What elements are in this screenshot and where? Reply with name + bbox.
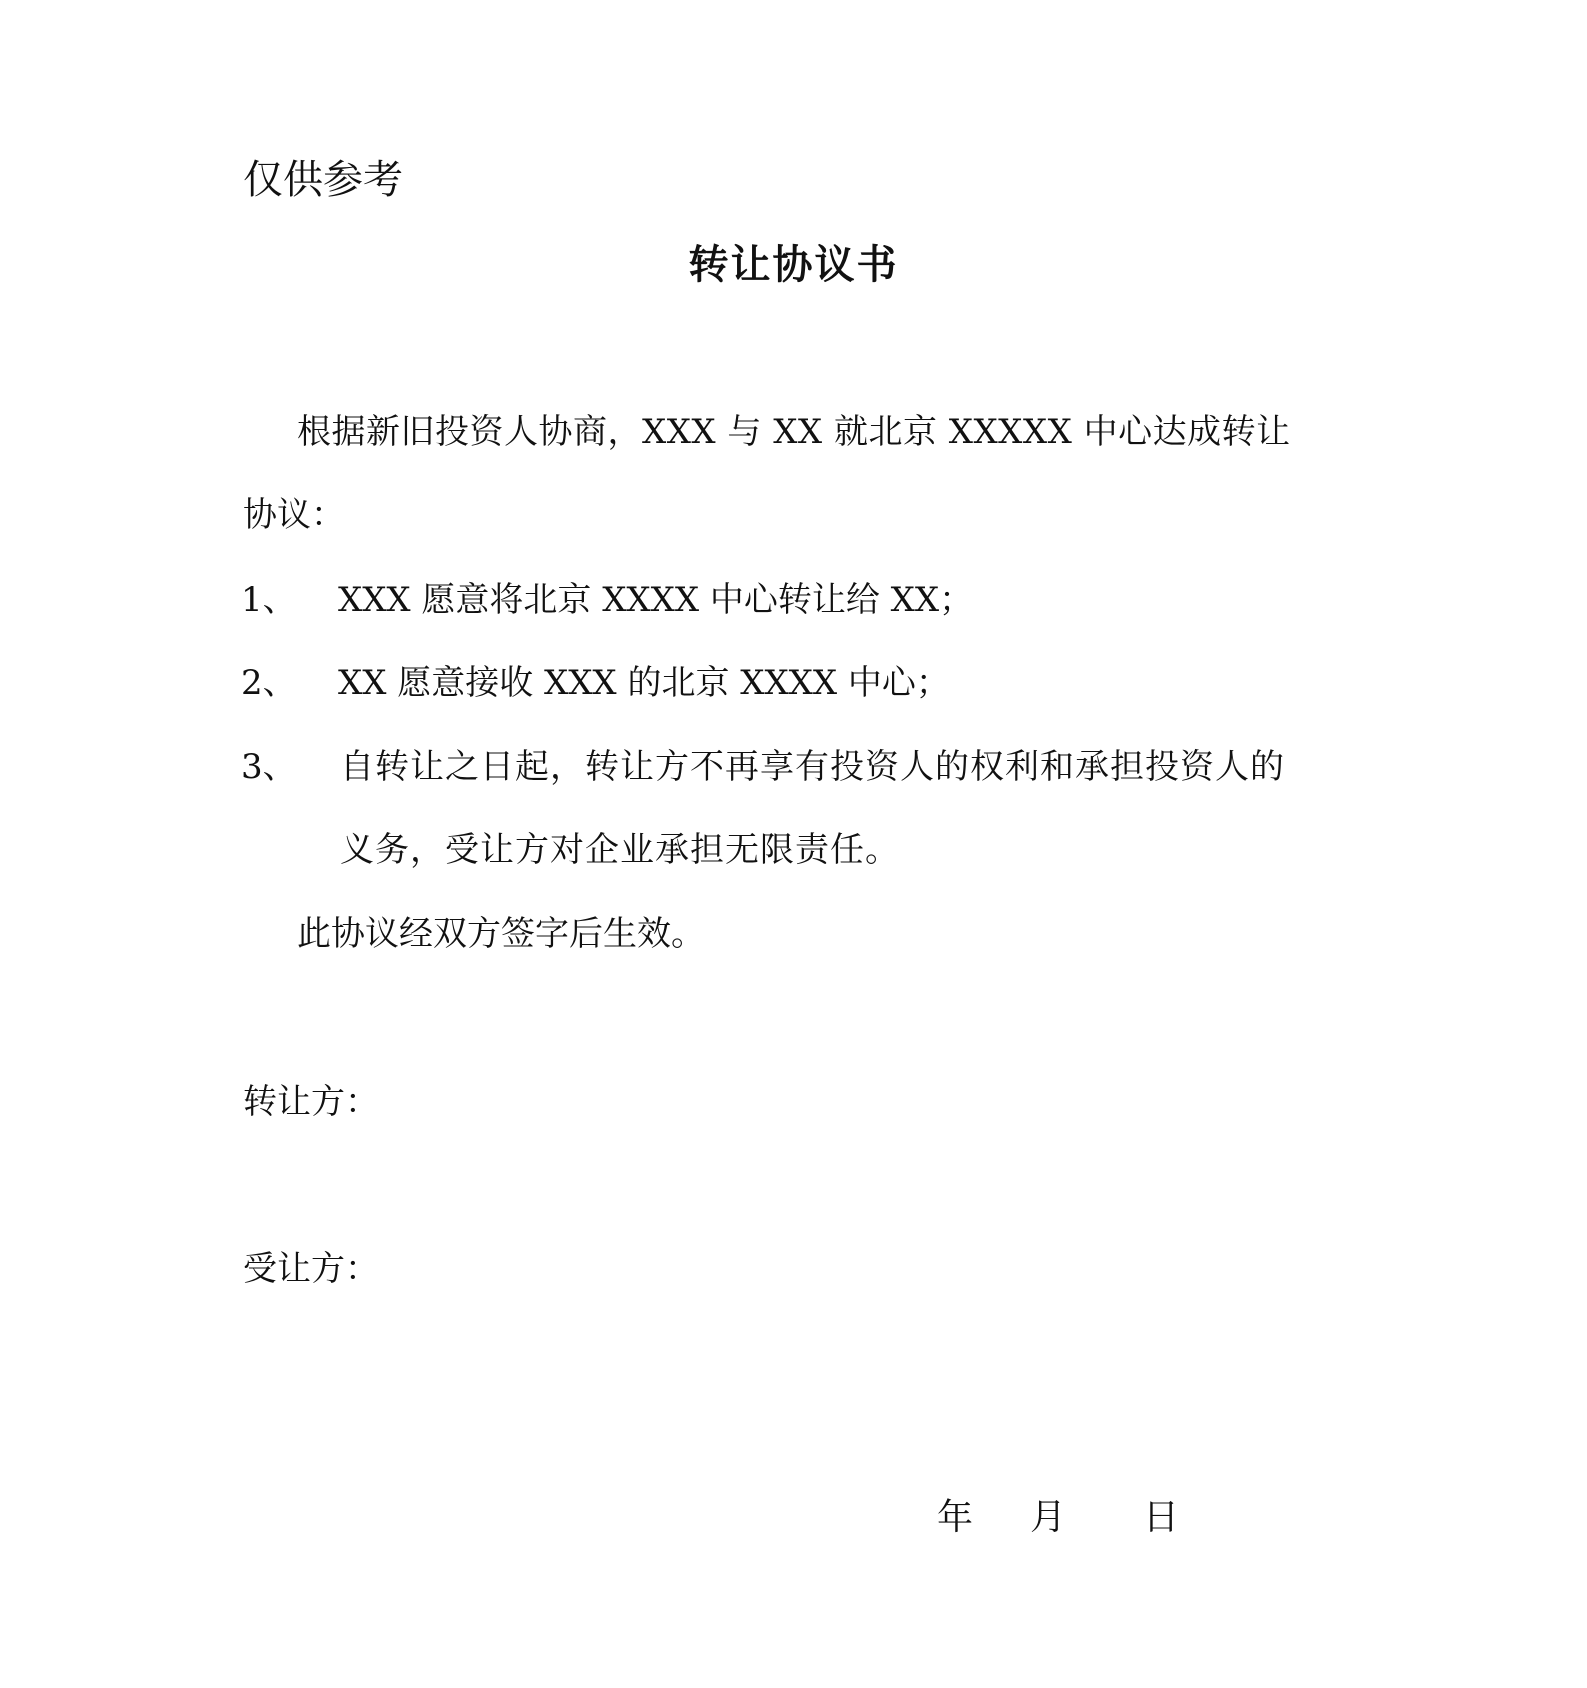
clause-1-number: 1、 (241, 580, 297, 620)
closing-statement: 此协议经双方签字后生效。 (297, 914, 705, 954)
clause-2-text: XX 愿意接收 XXX 的北京 XXXX 中心； (338, 663, 950, 703)
date-day-label: 日 (1143, 1497, 1180, 1538)
clause-1-text: XXX 愿意将北京 XXXX 中心转让给 XX； (338, 580, 974, 620)
clause-3-text-line-1: 自转让之日起，转让方不再享有投资人的权利和承担投资人的 (340, 747, 1285, 787)
intro-paragraph-line-2: 协议： (243, 495, 345, 535)
document-title: 转让协议书 (688, 241, 899, 288)
reference-only-note: 仅供参考 (243, 157, 403, 203)
clause-3-text-line-2: 义务，受让方对企业承担无限责任。 (340, 830, 900, 870)
intro-paragraph-line-1: 根据新旧投资人协商，XXX 与 XX 就北京 XXXXX 中心达成转让 (297, 412, 1291, 452)
clause-2-number: 2、 (241, 663, 297, 703)
clause-3-number: 3、 (241, 747, 297, 787)
transferor-signature-label: 转让方： (243, 1082, 379, 1122)
transferee-signature-label: 受让方： (243, 1249, 379, 1289)
date-year-label: 年 (937, 1497, 974, 1538)
date-month-label: 月 (1030, 1497, 1067, 1538)
